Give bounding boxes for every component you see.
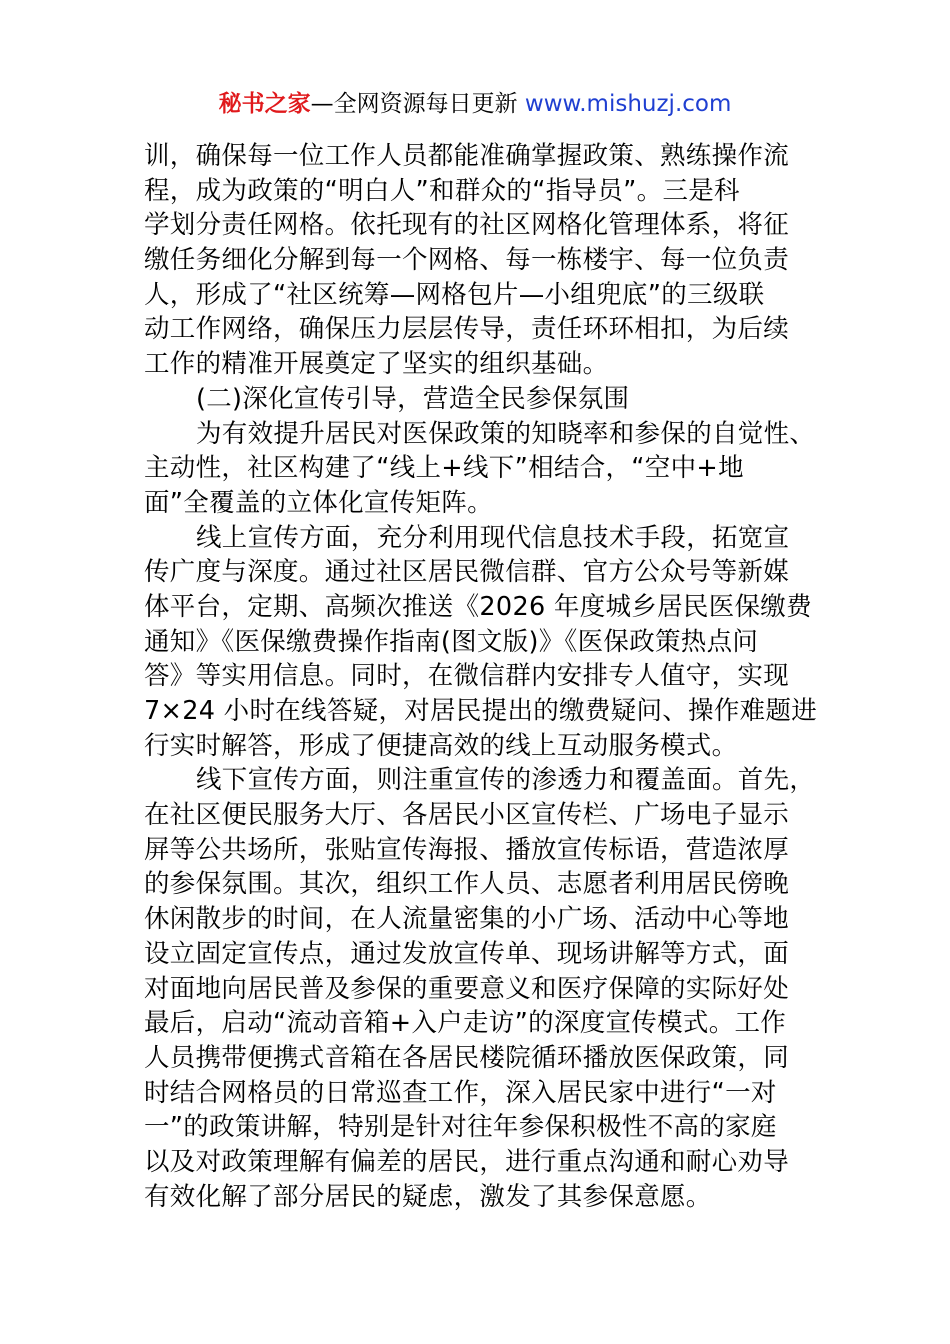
text-line: 在社区便民服务大厅、各居民小区宣传栏、广场电子显示	[144, 800, 790, 831]
text-line: 工作的精准开展奠定了坚实的组织基础。	[144, 349, 609, 380]
paragraph-start: 为有效提升居民对医保政策的知晓率和参保的自觉性、	[196, 418, 816, 449]
text-line: 的参保氛围。其次，组织工作人员、志愿者利用居民傍晚	[144, 869, 790, 900]
text-line: 通知》《医保缴费操作指南(图文版)》《医保政策热点问	[144, 626, 759, 657]
text-line: 动工作网络，确保压力层层传导，责任环环相扣，为后续	[144, 314, 790, 345]
header-tagline: —全网资源每日更新	[310, 91, 518, 117]
text-line: 传广度与深度。通过社区居民微信群、官方公众号等新媒	[144, 557, 790, 588]
text-line: 设立固定宣传点，通过发放宣传单、现场讲解等方式，面	[144, 938, 790, 969]
paragraph-start: 线下宣传方面，则注重宣传的渗透力和覆盖面。首先，	[196, 765, 816, 796]
text-line: 学划分责任网格。依托现有的社区网格化管理体系，将征	[144, 210, 790, 241]
text-line: 训，确保每一位工作人员都能准确掌握政策、熟练操作流	[144, 141, 790, 171]
brand-name: 秘书之家	[218, 91, 311, 117]
text-line: 有效化解了部分居民的疑虑，激发了其参保意愿。	[144, 1181, 712, 1212]
text-line: 对面地向居民普及参保的重要意义和医疗保障的实际好处	[144, 973, 790, 1004]
text-line: 程，成为政策的“明白人”和群众的“指导员”。三是科	[144, 175, 740, 206]
text-line: 屏等公共场所，张贴宣传海报、播放宣传标语，营造浓厚	[144, 834, 790, 865]
text-line: 时结合网格员的日常巡查工作，深入居民家中进行“一对	[144, 1077, 777, 1108]
text-line: 面”全覆盖的立体化宣传矩阵。	[144, 487, 493, 518]
text-line: 以及对政策理解有偏差的居民，进行重点沟通和耐心劝导	[144, 1146, 790, 1177]
section-heading: (二)深化宣传引导，营造全民参保氛围	[196, 383, 630, 414]
text-line: 人，形成了“社区统筹—网格包片—小组兜底”的三级联	[144, 279, 765, 310]
page-header	[0, 88, 950, 120]
text-line: 体平台，定期、高频次推送《2026 年度城乡居民医保缴费	[144, 591, 812, 622]
text-line: 休闲散步的时间，在人流量密集的小广场、活动中心等地	[144, 904, 790, 935]
text-line: 一”的政策讲解，特别是针对往年参保积极性不高的家庭	[144, 1112, 777, 1143]
text-line: 行实时解答，形成了便捷高效的线上互动服务模式。	[144, 730, 738, 761]
website-link[interactable]: www.mishuzj.com	[524, 91, 732, 117]
text-line: 主动性，社区构建了“线上+线下”相结合，“空中+地	[144, 453, 744, 484]
text-line: 答》等实用信息。同时，在微信群内安排专人值守，实现	[144, 661, 790, 692]
text-line: 缴任务细化分解到每一个网格、每一栋楼宇、每一位负责	[144, 245, 790, 276]
text-line: 最后，启动“流动音箱+入户走访”的深度宣传模式。工作	[144, 1008, 787, 1039]
paragraph-start: 线上宣传方面，充分利用现代信息技术手段，拓宽宣	[196, 522, 790, 553]
text-line: 人员携带便携式音箱在各居民楼院循环播放医保政策，同	[144, 1042, 790, 1073]
text-line: 7×24 小时在线答疑，对居民提出的缴费疑问、操作难题进	[144, 696, 818, 726]
document-body	[144, 139, 818, 1214]
